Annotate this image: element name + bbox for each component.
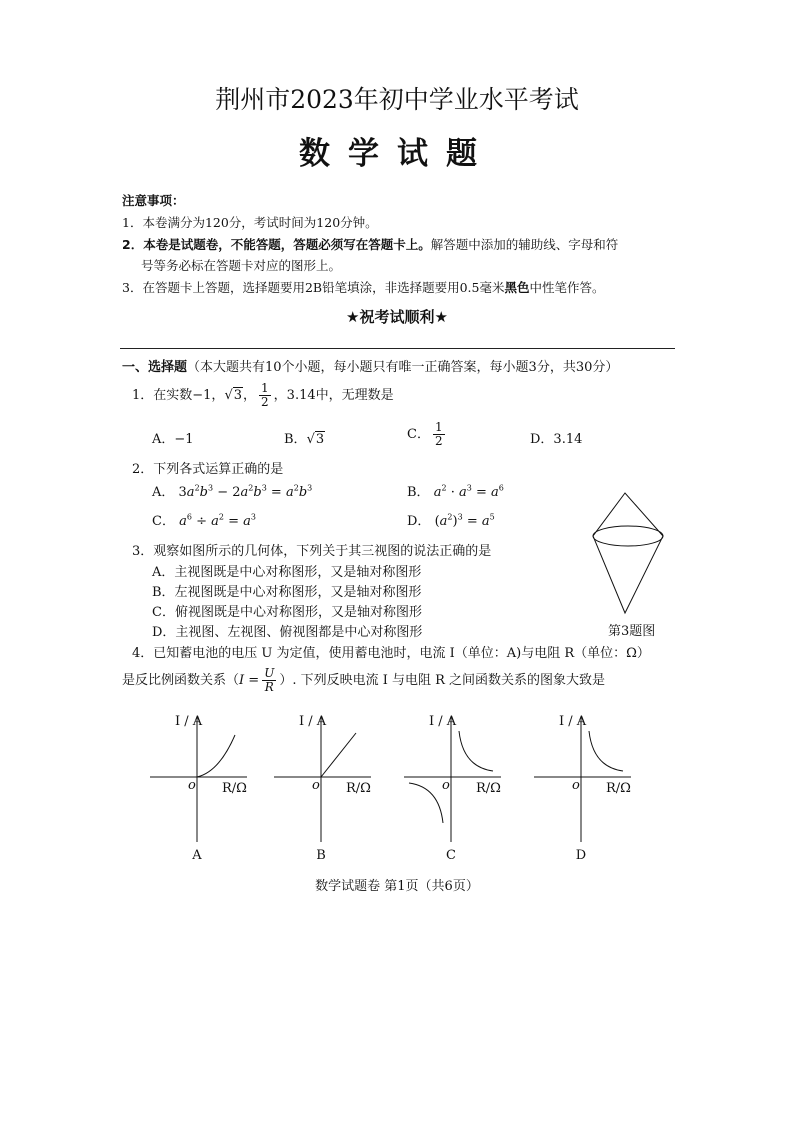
exam-title: 荆州市2023年初中学业水平考试 xyxy=(215,85,579,114)
graph-b-curve xyxy=(321,733,356,777)
graph-d-origin: o xyxy=(572,778,580,793)
graph-a-x-label: R/Ω xyxy=(222,781,247,796)
notice-item-1: 1．本卷满分为120分，考试时间为120分钟。 xyxy=(122,215,378,230)
notice-item-3 xyxy=(122,278,605,296)
q1-option-b xyxy=(284,428,325,447)
q2-option-c-label: C． xyxy=(152,514,175,529)
q3-option-d: D．主视图、左视图、俯视图都是中心对称图形 xyxy=(152,625,423,640)
q1-fraction xyxy=(259,382,271,409)
graph-a-y-label: I / A xyxy=(175,714,203,729)
q4-line-2-pre: 是反比例函数关系（ xyxy=(122,673,240,688)
q3-stem: 3．观察如图所示的几何体，下列关于其三视图的说法正确的是 xyxy=(132,544,492,559)
q4-formula-lhs: I = xyxy=(239,673,260,688)
q1-option-c xyxy=(407,421,448,448)
graph-c-curve-branch-2 xyxy=(409,783,443,823)
q4-formula-fraction xyxy=(262,667,276,694)
q2-option-a: A． $3a^2b^3 - 2a^2b^3 = a^2b^3$ xyxy=(152,483,313,500)
graph-c-x-label: R/Ω xyxy=(476,781,501,796)
graph-d-y-label: I / A xyxy=(559,714,587,729)
good-luck-wish: ★祝考试顺利★ xyxy=(346,308,448,326)
q4-formula-den: R xyxy=(264,680,274,694)
graph-b-y-label: I / A xyxy=(299,714,327,729)
q1-option-b-sqrt: √3 xyxy=(306,432,325,447)
q4-line-2-post: ）. 下列反映电流 I 与电阻 R 之间函数关系的图象大致是 xyxy=(279,673,606,688)
section-1-desc: （本大题共有10个小题，每小题只有唯一正确答案，每小题3分，共30分） xyxy=(187,360,619,375)
notice-heading: 注意事项： xyxy=(122,193,185,208)
q4-graphs xyxy=(0,700,794,870)
q1-option-b-label: B． xyxy=(284,432,307,447)
section-1-title: 一、选择题 xyxy=(122,360,188,375)
q4-formula-num: U xyxy=(264,666,275,680)
graph-a-origin: o xyxy=(188,778,196,793)
graph-a-label: A xyxy=(192,848,202,863)
q1-option-b-radicand: 3 xyxy=(315,432,325,447)
q1-frac-den: 2 xyxy=(261,395,269,409)
page-footer: 数学试题卷 第1页（共6页） xyxy=(315,879,479,894)
section-1-heading xyxy=(122,356,618,375)
q1-option-a: A．−1 xyxy=(152,432,194,447)
graph-d-curve xyxy=(589,731,623,771)
notice-item-2-bold: 2．本卷是试题卷，不能答题，答题必须写在答题卡上。 xyxy=(122,237,431,252)
notice-item-2-rest: 解答题中添加的辅助线、字母和符 xyxy=(430,237,619,252)
graph-b-x-label: R/Ω xyxy=(346,781,371,796)
q3-figure-caption: 第3题图 xyxy=(608,624,656,639)
notice-item-2 xyxy=(122,235,618,253)
graph-c-origin: o xyxy=(442,778,450,793)
q2-option-b: B． $a^2 \cdot a^3 = a^6$ xyxy=(407,483,504,500)
double-cone-figure xyxy=(585,488,685,618)
q2-option-b-label: B． xyxy=(407,485,430,500)
notice-item-3-pre: 3．在答题卡上答题，选择题要用2B铅笔填涂，非选择题要用0.5毫米 xyxy=(122,280,505,295)
q1-sqrt: √3 xyxy=(224,388,243,403)
q1-option-c-num: 1 xyxy=(434,420,443,434)
graph-d-x-label: R/Ω xyxy=(606,781,631,796)
notice-item-3-post: 中性笔作答。 xyxy=(529,280,605,295)
q1-stem-post: ，3.14中，无理数是 xyxy=(273,388,394,403)
q2-option-c: C． $a^6 \div a^2 = a^3$ xyxy=(152,512,257,529)
q2-stem: 2．下列各式运算正确的是 xyxy=(132,462,284,477)
notice-item-2-cont: 号等务必标在答题卡对应的图形上。 xyxy=(141,258,342,273)
graph-a-curve xyxy=(197,735,235,777)
graph-c-label: C xyxy=(446,848,456,863)
q3-option-a: A．主视图既是中心对称图形，又是轴对称图形 xyxy=(152,565,422,580)
q2-option-a-label: A． xyxy=(152,485,175,500)
graph-b-origin: o xyxy=(312,778,320,793)
q1-option-c-label: C． xyxy=(407,427,430,442)
q1-stem-pre: 1．在实数−1， xyxy=(132,388,225,403)
graph-b-label: B xyxy=(316,848,326,863)
section-divider xyxy=(120,348,675,349)
exam-subtitle: 数学试题 xyxy=(299,136,495,172)
q2-option-d-label: D． xyxy=(407,514,431,529)
q1-option-c-den: 2 xyxy=(434,434,443,448)
q1-option-d: D．3.14 xyxy=(530,432,583,447)
q1-frac-num: 1 xyxy=(261,381,269,395)
notice-item-3-bold: 黑色 xyxy=(504,280,530,295)
q3-option-c: C．俯视图既是中心对称图形，又是轴对称图形 xyxy=(152,605,422,620)
q4-line-2 xyxy=(122,666,605,696)
q2-option-d: D． $(a^2)^3 = a^5$ xyxy=(407,512,495,529)
q4-line-1: 4．已知蓄电池的电压 U 为定值，使用蓄电池时，电流 I（单位：A)与电阻 R（单位：Ω） xyxy=(132,646,650,661)
q1-stem: 1．在实数−1，√3， $\frac{1}{2}$ ，3.14中，无理数是 xyxy=(132,381,394,409)
q1-sqrt-radicand: 3 xyxy=(233,388,243,403)
q3-option-b: B．左视图既是中心对称图形，又是轴对称图形 xyxy=(152,585,422,600)
graph-c-curve xyxy=(459,731,493,771)
q1-option-c-frac xyxy=(433,421,445,448)
graph-c-y-label: I / A xyxy=(429,714,457,729)
graph-d-label: D xyxy=(575,848,587,863)
